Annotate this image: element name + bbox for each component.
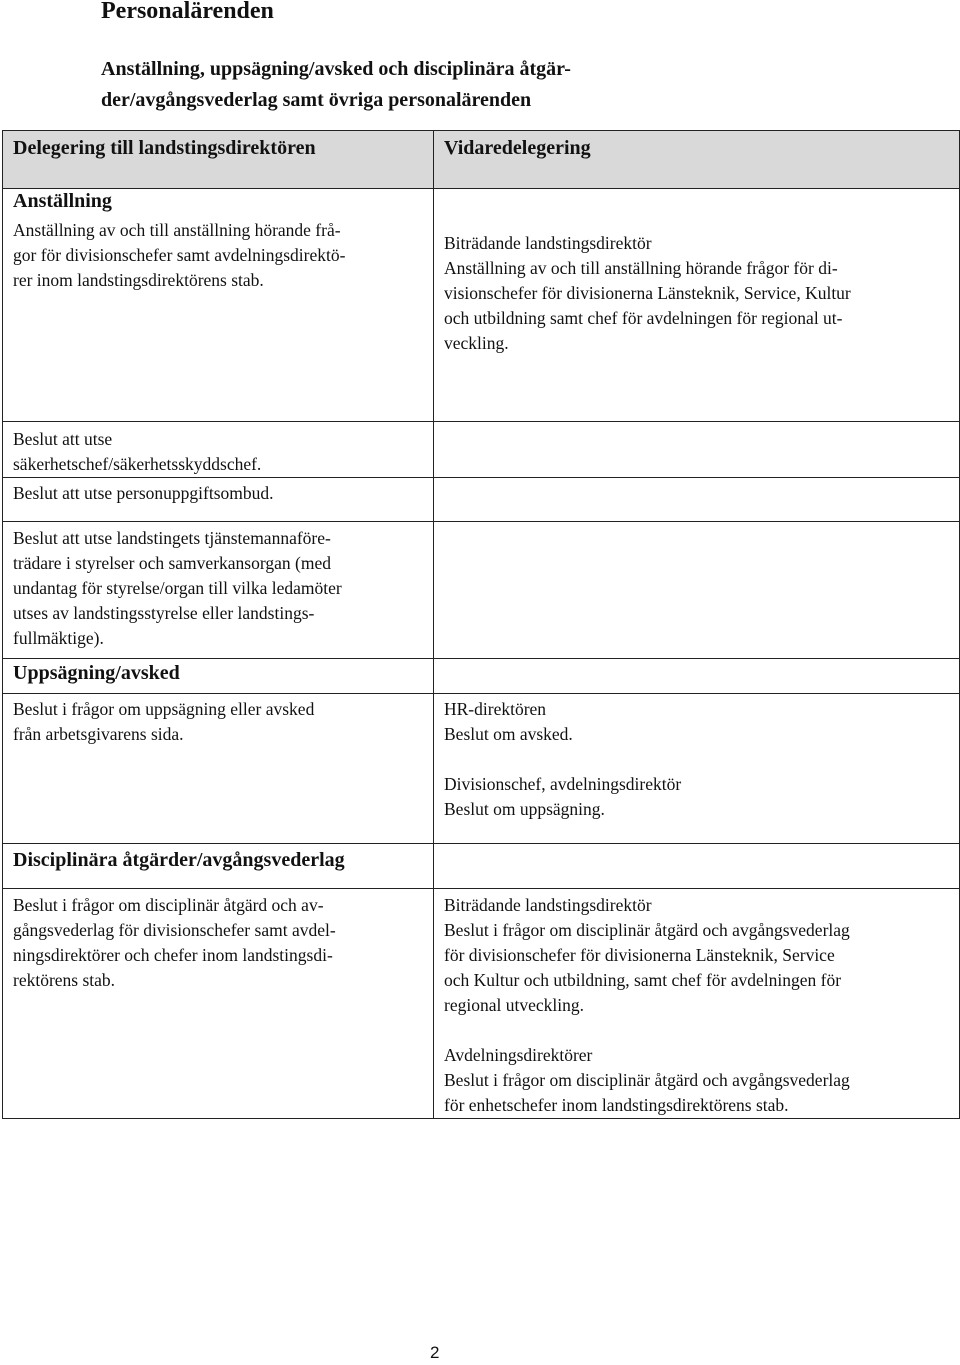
table-row xyxy=(3,189,960,422)
section-heading-anstallning: Anställning xyxy=(13,190,112,212)
role-label: Divisionschef, avdelningsdirektör xyxy=(444,774,682,794)
text-line: Anställning av och till anställning hörande frågor för di- xyxy=(444,258,838,278)
tjansteman-cell xyxy=(3,522,434,659)
text-line: visionschefer för divisionerna Länsteknik, Service, Kultur xyxy=(444,283,851,303)
text-line: för enhetschefer inom landstingsdirektörens stab. xyxy=(444,1095,789,1115)
text-line: från arbetsgivarens sida. xyxy=(13,724,184,744)
uppsagning-right-cell xyxy=(434,694,960,844)
empty-cell xyxy=(434,522,960,659)
text-line: gångsvederlag för divisionschefer samt avdel- xyxy=(13,920,336,940)
subtitle-line: der/avgångsvederlag samt övriga personalärenden xyxy=(101,89,532,111)
uppsagning-left-cell xyxy=(3,694,434,844)
text-line: rer inom landstingsdirektörens stab. xyxy=(13,270,264,290)
table-row xyxy=(3,889,960,1119)
role-label: Biträdande landstingsdirektör xyxy=(444,233,652,253)
disciplin-left-cell xyxy=(3,889,434,1119)
empty-cell xyxy=(434,422,960,478)
table-row xyxy=(3,422,960,478)
text-line: veckling. xyxy=(444,333,509,353)
text-line: Beslut att utse landstingets tjänstemannaföre- xyxy=(13,528,331,548)
text-line: Beslut om avsked. xyxy=(444,724,573,744)
text-line: säkerhetschef/säkerhetsskyddschef. xyxy=(13,454,262,474)
text-line: Beslut i frågor om uppsägning eller avsked xyxy=(13,699,315,719)
text-line: rektörens stab. xyxy=(13,970,116,990)
subtitle-line: Anställning, uppsägning/avsked och disciplinära åtgär- xyxy=(101,58,571,80)
page-number: 2 xyxy=(430,1343,440,1362)
empty-cell xyxy=(434,844,960,889)
section-heading-disciplin: Disciplinära åtgärder/avgångsvederlag xyxy=(3,844,434,889)
text-line: Beslut i frågor om disciplinär åtgärd och avgångsvederlag xyxy=(444,1070,850,1090)
personuppgift-cell: Beslut att utse personuppgiftsombud. xyxy=(3,478,434,522)
text-line: Anställning av och till anställning hörande frå- xyxy=(13,220,341,240)
text-line: gor för divisionschefer samt avdelningsdirektö- xyxy=(13,245,346,265)
role-label: HR-direktören xyxy=(444,699,547,719)
page-title: Personalärenden xyxy=(101,0,274,24)
text-line: fullmäktige). xyxy=(13,628,104,648)
text-line: regional utveckling. xyxy=(444,995,584,1015)
table-header-row xyxy=(3,131,960,189)
text-line: trädare i styrelser och samverkansorgan (med xyxy=(13,553,331,573)
text-line: ningsdirektörer och chefer inom landstingsdi- xyxy=(13,945,333,965)
empty-cell xyxy=(434,478,960,522)
anstallning-right-cell xyxy=(434,189,960,422)
table-row xyxy=(3,694,960,844)
role-label: Biträdande landstingsdirektör xyxy=(444,895,652,915)
page-subtitle xyxy=(101,54,661,116)
empty-cell xyxy=(434,659,960,694)
text-line: Beslut om uppsägning. xyxy=(444,799,605,819)
table-row xyxy=(3,844,960,889)
text-line: Beslut i frågor om disciplinär åtgärd och av- xyxy=(13,895,324,915)
sakerhet-cell xyxy=(3,422,434,478)
table-row xyxy=(3,478,960,522)
section-heading-uppsagning: Uppsägning/avsked xyxy=(3,659,434,694)
delegation-table xyxy=(2,130,960,1119)
anstallning-left-cell xyxy=(3,189,434,422)
header-vidaredelegering: Vidaredelegering xyxy=(434,131,960,189)
text-line: och Kultur och utbildning, samt chef för avdelningen för xyxy=(444,970,842,990)
table-row xyxy=(3,659,960,694)
text-line: utses av landstingsstyrelse eller landstings- xyxy=(13,603,315,623)
text-line: för divisionschefer för divisionerna Länsteknik, Service xyxy=(444,945,835,965)
table-row xyxy=(3,522,960,659)
header-delegation: Delegering till landstingsdirektören xyxy=(3,131,434,189)
text-line: undantag för styrelse/organ till vilka ledamöter xyxy=(13,578,342,598)
text-line: Beslut att utse xyxy=(13,429,113,449)
text-line: och utbildning samt chef för avdelningen för regional ut- xyxy=(444,308,843,328)
disciplin-right-cell xyxy=(434,889,960,1119)
role-label: Avdelningsdirektörer xyxy=(444,1045,593,1065)
text-line: Beslut i frågor om disciplinär åtgärd och avgångsvederlag xyxy=(444,920,850,940)
